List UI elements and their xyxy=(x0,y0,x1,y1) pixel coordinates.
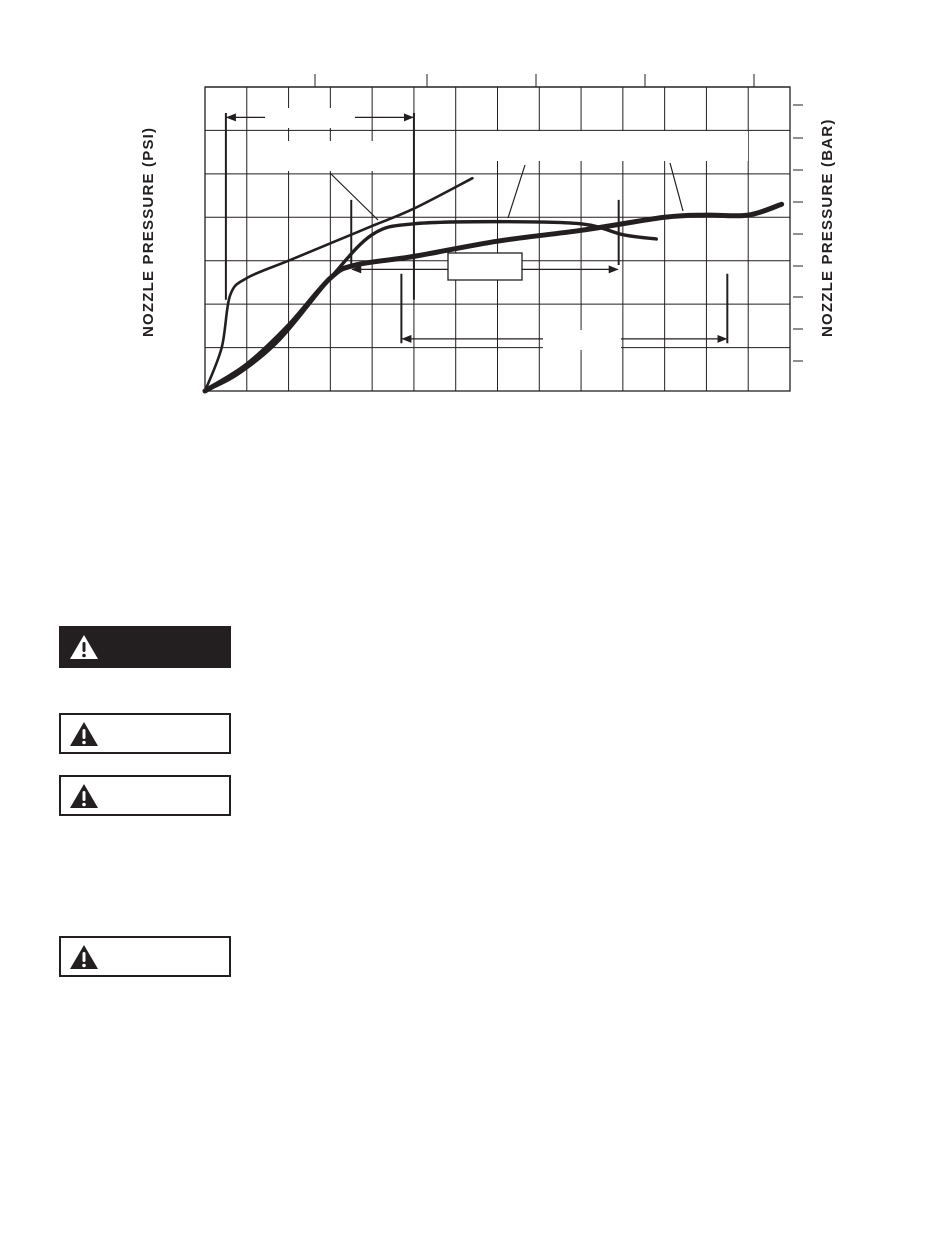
series-line-2 xyxy=(205,222,656,391)
chart-callouts xyxy=(250,108,748,350)
warning-triangle-icon xyxy=(69,944,99,970)
callout-label-box xyxy=(448,253,522,280)
y-axis-label-left: NOZZLE PRESSURE (PSI) xyxy=(140,126,157,337)
warning-box xyxy=(59,775,231,816)
callout-gap xyxy=(468,131,748,161)
warning-box xyxy=(59,936,231,977)
callout-gap xyxy=(265,108,355,128)
callout-gap xyxy=(543,330,621,350)
warning-box xyxy=(59,713,231,754)
series-line-1 xyxy=(205,178,472,391)
warning-box-filled xyxy=(59,626,231,668)
y-axis-label-right: NOZZLE PRESSURE (BAR) xyxy=(819,118,836,337)
chart-series xyxy=(205,178,782,391)
warning-triangle-icon xyxy=(69,721,99,747)
top-axis-ticks xyxy=(205,74,790,87)
callout-leader xyxy=(670,163,683,211)
warning-triangle-icon xyxy=(69,783,99,809)
callout-leader xyxy=(508,165,525,218)
callout-leader xyxy=(330,173,378,220)
warning-triangle-icon xyxy=(69,634,99,660)
series-line-3 xyxy=(205,204,782,391)
right-axis-ticks xyxy=(793,105,803,361)
callout-gap xyxy=(250,141,380,171)
